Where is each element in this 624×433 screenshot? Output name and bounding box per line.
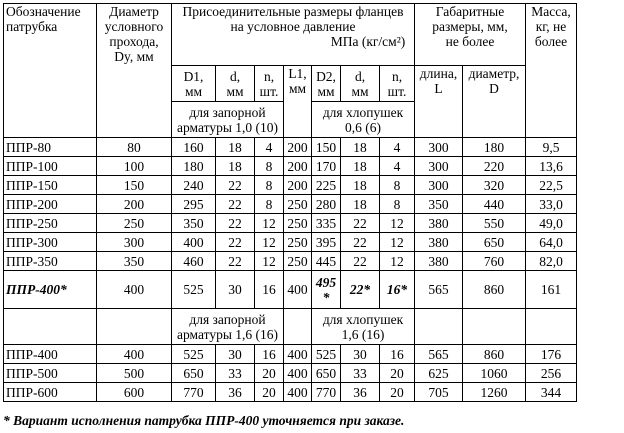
table-cell: 250 xyxy=(284,214,312,233)
table-cell: 250 xyxy=(284,195,312,214)
table-cell: 4 xyxy=(380,138,415,157)
table-cell: 256 xyxy=(526,364,577,383)
table-cell: 8 xyxy=(255,176,284,195)
table-cell: 350 xyxy=(97,252,172,271)
table-cell: 161 xyxy=(526,271,577,309)
row-designation: ППР-350 xyxy=(4,252,97,271)
table-cell: 22 xyxy=(216,214,255,233)
empty-cell xyxy=(526,309,577,345)
row-designation: ППР-150 xyxy=(4,176,97,195)
table-cell: 1260 xyxy=(463,383,526,402)
table-cell: 565 xyxy=(415,345,463,364)
table-cell: 344 xyxy=(526,383,577,402)
pressure-flap-2: для хлопушек 1,6 (16) xyxy=(312,309,415,345)
table-cell: 705 xyxy=(415,383,463,402)
table-cell: 300 xyxy=(415,157,463,176)
table-cell: 8 xyxy=(255,195,284,214)
table-cell: 760 xyxy=(463,252,526,271)
table-cell: 4 xyxy=(380,157,415,176)
table-cell: 320 xyxy=(463,176,526,195)
table-cell: 525 xyxy=(172,345,216,364)
table-cell: 22 xyxy=(216,233,255,252)
sub-header-n-flap: n, шт. xyxy=(380,66,415,102)
pressure-flap-1: для хлопушек 0,6 (6) xyxy=(312,102,415,138)
table-cell: 8 xyxy=(380,195,415,214)
table-cell: 200 xyxy=(97,195,172,214)
table-row xyxy=(4,176,577,195)
table-cell: 176 xyxy=(526,345,577,364)
row-designation: ППР-300 xyxy=(4,233,97,252)
table-cell: 170 xyxy=(312,157,341,176)
table-cell: 80 xyxy=(97,138,172,157)
table-cell: 20 xyxy=(255,383,284,402)
table-cell: 22,5 xyxy=(526,176,577,195)
table-row xyxy=(4,383,577,402)
table-cell: 12 xyxy=(380,252,415,271)
table-cell: 8 xyxy=(255,157,284,176)
table-cell: 100 xyxy=(97,157,172,176)
table-cell: 860 xyxy=(463,345,526,364)
table-cell: 18 xyxy=(341,176,380,195)
row-designation: ППР-80 xyxy=(4,138,97,157)
table-cell: 770 xyxy=(172,383,216,402)
table-cell: 400 xyxy=(172,233,216,252)
row-designation: ППР-600 xyxy=(4,383,97,402)
table-cell: 150 xyxy=(97,176,172,195)
flange-table xyxy=(3,3,577,402)
table-cell: 49,0 xyxy=(526,214,577,233)
table-cell: 22* xyxy=(341,271,380,309)
table-cell: 565 xyxy=(415,271,463,309)
table-cell: 500 xyxy=(97,364,172,383)
table-cell: 225 xyxy=(312,176,341,195)
table-cell: 770 xyxy=(312,383,341,402)
table-cell: 300 xyxy=(415,138,463,157)
table-cell: 350 xyxy=(172,214,216,233)
table-cell: 380 xyxy=(415,252,463,271)
table-cell: 30 xyxy=(216,271,255,309)
table-cell: 400 xyxy=(97,345,172,364)
sub-header-d-flap: d, мм xyxy=(341,66,380,102)
table-cell: 335 xyxy=(312,214,341,233)
table-cell: 4 xyxy=(255,138,284,157)
table-cell: 22 xyxy=(216,176,255,195)
table-cell: 160 xyxy=(172,138,216,157)
pressure-subheader-row xyxy=(4,309,577,345)
table-cell: 82,0 xyxy=(526,252,577,271)
footnote: * Вариант исполнения патрубка ППР-400 уточняется при заказе. xyxy=(3,413,405,428)
table-row xyxy=(4,214,577,233)
table-cell: 36 xyxy=(341,383,380,402)
table-cell: 12 xyxy=(380,214,415,233)
table-cell: 16 xyxy=(255,271,284,309)
table-cell: 445 xyxy=(312,252,341,271)
table-cell: 525 xyxy=(172,271,216,309)
table-cell: 220 xyxy=(463,157,526,176)
table-cell: 16* xyxy=(380,271,415,309)
table-row xyxy=(4,157,577,176)
table-cell: 9,5 xyxy=(526,138,577,157)
row-designation: ППР-250 xyxy=(4,214,97,233)
table-cell: 20 xyxy=(380,383,415,402)
table-cell: 18 xyxy=(341,157,380,176)
col-header-designation: Обозначение патрубка xyxy=(4,4,97,138)
sub-header-d2: D2, мм xyxy=(312,66,341,102)
table-cell: 550 xyxy=(463,214,526,233)
table-cell: 16 xyxy=(255,345,284,364)
table-cell: 180 xyxy=(172,157,216,176)
table-cell: 18 xyxy=(216,157,255,176)
table-row xyxy=(4,233,577,252)
sub-header-length: длина, L xyxy=(415,66,463,138)
table-cell: 16 xyxy=(380,345,415,364)
table-cell: 295 xyxy=(172,195,216,214)
table-cell: 395 xyxy=(312,233,341,252)
table-cell: 22 xyxy=(216,252,255,271)
table-cell: 1060 xyxy=(463,364,526,383)
table-row xyxy=(4,364,577,383)
table-cell: 860 xyxy=(463,271,526,309)
table-row-special xyxy=(4,271,577,309)
empty-cell xyxy=(284,309,312,345)
table-cell: 33 xyxy=(341,364,380,383)
table-cell: 8 xyxy=(380,176,415,195)
table-cell: 525 xyxy=(312,345,341,364)
empty-cell xyxy=(463,309,526,345)
table-cell: 64,0 xyxy=(526,233,577,252)
table-cell: 13,6 xyxy=(526,157,577,176)
table-cell: 250 xyxy=(284,252,312,271)
table-cell: 180 xyxy=(463,138,526,157)
table-cell: 650 xyxy=(312,364,341,383)
table-cell: 30 xyxy=(216,345,255,364)
table-cell: 22 xyxy=(341,214,380,233)
table-cell: 380 xyxy=(415,233,463,252)
col-header-mass: Масса, кг, не более xyxy=(526,4,577,138)
table-cell: 400 xyxy=(284,345,312,364)
table-cell: 20 xyxy=(380,364,415,383)
sub-header-diam: диаметр, D xyxy=(463,66,526,138)
table-cell: 300 xyxy=(415,176,463,195)
table-cell: 30 xyxy=(341,345,380,364)
table-cell: 200 xyxy=(284,138,312,157)
table-cell: 460 xyxy=(172,252,216,271)
table-cell: 12 xyxy=(255,252,284,271)
sub-header-n: n, шт. xyxy=(255,66,284,102)
table-row xyxy=(4,138,577,157)
row-designation: ППР-500 xyxy=(4,364,97,383)
table-cell: 350 xyxy=(415,195,463,214)
table-cell: 280 xyxy=(312,195,341,214)
sub-header-d: d, мм xyxy=(216,66,255,102)
table-cell: 36 xyxy=(216,383,255,402)
table-cell: 22 xyxy=(341,252,380,271)
table-cell: 600 xyxy=(97,383,172,402)
row-designation: ППР-400 xyxy=(4,345,97,364)
row-designation: ППР-400* xyxy=(4,271,97,309)
table-cell: 20 xyxy=(255,364,284,383)
row-designation: ППР-200 xyxy=(4,195,97,214)
pressure-valve-2: для запорной арматуры 1,6 (16) xyxy=(172,309,284,345)
table-cell: 400 xyxy=(284,364,312,383)
table-row xyxy=(4,252,577,271)
table-cell: 495 * xyxy=(312,271,341,309)
table-cell: 150 xyxy=(312,138,341,157)
table-cell: 240 xyxy=(172,176,216,195)
table-cell: 12 xyxy=(255,214,284,233)
table-cell: 440 xyxy=(463,195,526,214)
table-cell: 300 xyxy=(97,233,172,252)
table-cell: 33 xyxy=(216,364,255,383)
empty-cell xyxy=(4,309,97,345)
table-cell: 250 xyxy=(284,233,312,252)
table-cell: 380 xyxy=(415,214,463,233)
table-row xyxy=(4,345,577,364)
table-cell: 400 xyxy=(284,271,312,309)
table-cell: 18 xyxy=(341,195,380,214)
table-cell: 12 xyxy=(380,233,415,252)
table-cell: 12 xyxy=(255,233,284,252)
col-header-overall: Габаритные размеры, мм, не более xyxy=(415,4,526,66)
table-cell: 33,0 xyxy=(526,195,577,214)
table-cell: 18 xyxy=(341,138,380,157)
row-designation: ППР-100 xyxy=(4,157,97,176)
sub-header-l1: L1, мм xyxy=(284,66,312,138)
sub-header-d1: D1, мм xyxy=(172,66,216,102)
table-row xyxy=(4,195,577,214)
empty-cell xyxy=(97,309,172,345)
table-cell: 650 xyxy=(463,233,526,252)
pressure-valve-1: для запорной арматуры 1,0 (10) xyxy=(172,102,284,138)
table-cell: 400 xyxy=(97,271,172,309)
table-cell: 250 xyxy=(97,214,172,233)
table-cell: 650 xyxy=(172,364,216,383)
col-header-connection: Присоединительные размеры фланцев на условное давление МПа (кг/см²) xyxy=(172,4,415,66)
table-cell: 22 xyxy=(216,195,255,214)
table-cell: 18 xyxy=(216,138,255,157)
table-cell: 200 xyxy=(284,176,312,195)
col-header-diameter: Диаметр условного прохода, Dy, мм xyxy=(97,4,172,138)
table-cell: 22 xyxy=(341,233,380,252)
table-cell: 400 xyxy=(284,383,312,402)
empty-cell xyxy=(415,309,463,345)
table-cell: 200 xyxy=(284,157,312,176)
table-cell: 625 xyxy=(415,364,463,383)
